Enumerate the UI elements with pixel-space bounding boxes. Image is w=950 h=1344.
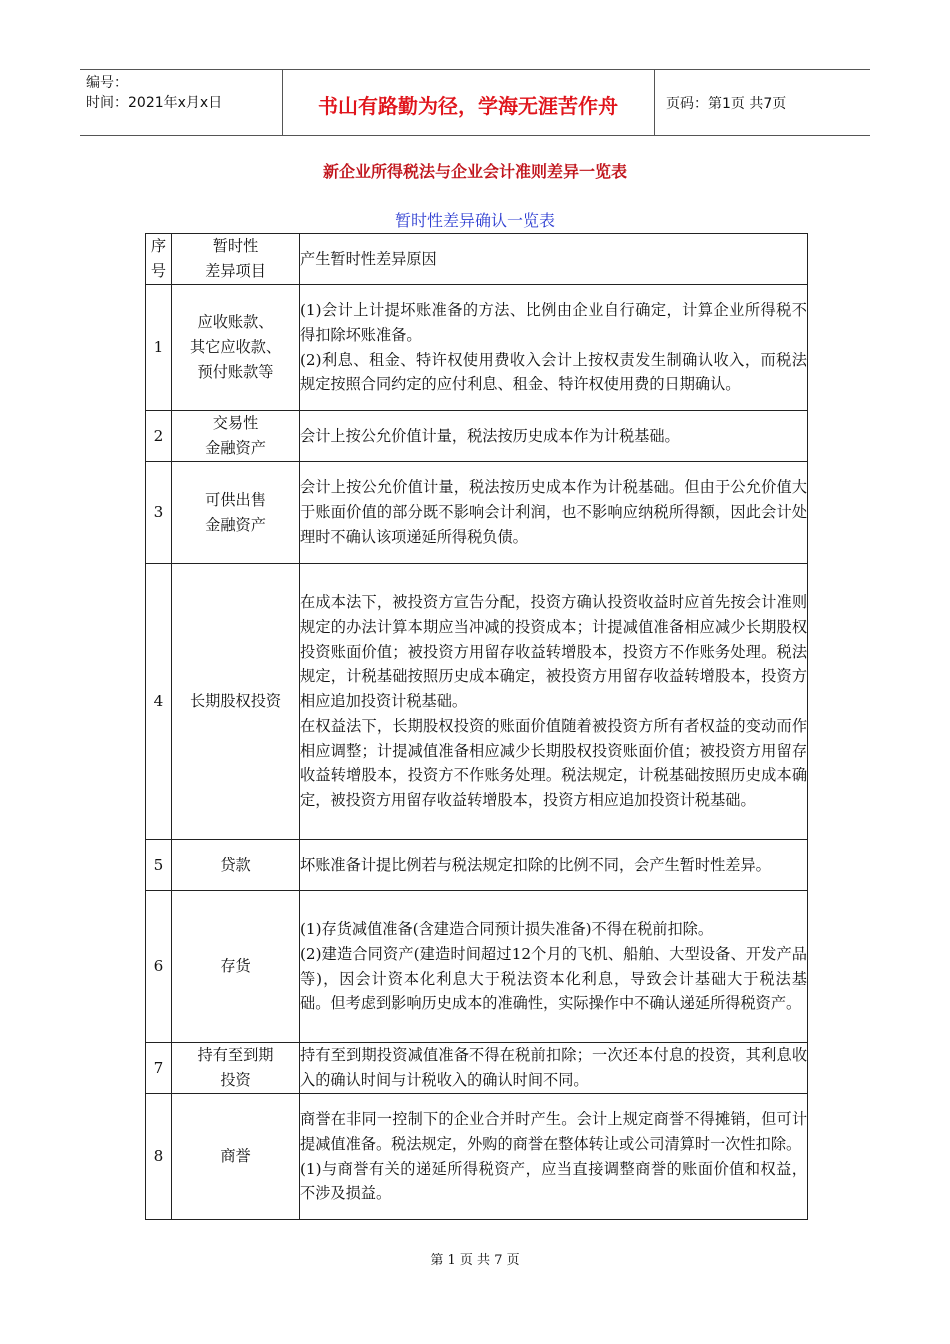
row-reason: 会计上按公允价值计量，税法按历史成本作为计税基础。但由于公允价值大于账面价值的部分既不影响会计利润，也不影响应纳税所得额，因此会计处理时不确认该项递延所得税负债。 (300, 462, 808, 564)
row-reason: 持有至到期投资减值准备不得在税前扣除；一次还本付息的投资，其利息收入的确认时间与计税收入的确认时间不同。 (300, 1043, 808, 1094)
table-title: 暂时性差异确认一览表 (394, 211, 555, 230)
row-item: 长期股权投资 (172, 564, 300, 840)
row-reason: (1)存货减值准备(含建造合同预计损失准备)不得在税前扣除。 (2)建造合同资产(建造时间超过12个月的飞机、船舶、大型设备、开发产品等)，因会计资本化利息大于税法资本化利息，导致会计基础大于税法基础。但考虑到影响历史成本的准确性，实际操作中不确认递延所得税资产。 (300, 891, 808, 1043)
row-reason: 商誉在非同一控制下的企业合并时产生。会计上规定商誉不得摊销，但可计提减值准备。税法规定，外购的商誉在整体转让或公司清算时一次性扣除。 (1)与商誉有关的递延所得税资产，应当直接调整商誉的账面价值和权益，不涉及损益。 (300, 1094, 808, 1220)
row-number: 5 (146, 840, 172, 891)
row-item: 贷款 (172, 840, 300, 891)
row-number: 3 (146, 462, 172, 564)
header-divider (282, 69, 283, 135)
table-row (146, 891, 808, 1043)
row-reason: 在成本法下，被投资方宣告分配，投资方确认投资收益时应首先按会计准则规定的办法计算本期应当冲减的投资成本；计提减值准备相应减少长期股权投资账面价值；被投资方用留存收益转增股本，投资方不作账务处理。税法规定，计税基础按照历史成本确定，被投资方用留存收益转增股本，投资方相应追加投资计税基础。 在权益法下，长期股权投资的账面价值随着被投资方所有者权益的变动而作相应调整；计提减值准备相应减少长期股权投资账面价值；被投资方用留存收益转增股本，投资方不作账务处理。税法规定，计税基础按照历史成本确定，被投资方用留存收益转增股本，投资方相应追加投资计税基础。 (300, 564, 808, 840)
header-no (146, 234, 172, 285)
header-reason: 产生暂时性差异原因 (300, 234, 808, 285)
row-item: 交易性 金融资产 (172, 411, 300, 462)
row-number: 6 (146, 891, 172, 1043)
header-meta (86, 73, 222, 113)
row-item: 可供出售 金融资产 (172, 462, 300, 564)
page-footer: 第 1 页 共 7 页 (430, 1253, 520, 1268)
row-reason: 会计上按公允价值计量，税法按历史成本作为计税基础。 (300, 411, 808, 462)
row-number: 4 (146, 564, 172, 840)
row-number: 8 (146, 1094, 172, 1220)
header-code-label: 编号： (86, 75, 128, 91)
row-item: 存货 (172, 891, 300, 1043)
table-row (146, 285, 808, 411)
table-row (146, 840, 808, 891)
header-bottom-rule (80, 135, 870, 136)
row-number: 1 (146, 285, 172, 411)
row-reason: (1)会计上计提坏账准备的方法、比例由企业自行确定，计算企业所得税不得扣除坏账准备。 (2)利息、租金、特许权使用费收入会计上按权责发生制确认收入，而税法规定按照合同约定的应付利息、租金、特许权使用费的日期确认。 (300, 285, 808, 411)
difference-table (145, 233, 808, 1220)
document-title: 新企业所得税法与企业会计准则差异一览表 (322, 162, 627, 181)
row-item: 应收账款、 其它应收款、 预付账款等 (172, 285, 300, 411)
row-item: 持有至到期 投资 (172, 1043, 300, 1094)
table-row (146, 1043, 808, 1094)
header-no-text: 序号 (150, 237, 167, 280)
row-number: 7 (146, 1043, 172, 1094)
table-body (146, 285, 808, 1220)
row-reason: 坏账准备计提比例若与税法规定扣除的比例不同，会产生暂时性差异。 (300, 840, 808, 891)
table-row (146, 564, 808, 840)
header-time-label: 时间：2021年x月x日 (86, 95, 223, 111)
table-row (146, 1094, 808, 1220)
row-item: 商誉 (172, 1094, 300, 1220)
table-row (146, 462, 808, 564)
page-header (80, 69, 870, 135)
header-page-info: 页码：第1页 共7页 (666, 96, 787, 112)
header-divider (654, 69, 655, 135)
row-number: 2 (146, 411, 172, 462)
table-row (146, 411, 808, 462)
table-header-row (146, 234, 808, 285)
header-motto: 书山有路勤为径，学海无涯苦作舟 (318, 94, 618, 118)
header-item: 暂时性 差异项目 (172, 234, 300, 285)
